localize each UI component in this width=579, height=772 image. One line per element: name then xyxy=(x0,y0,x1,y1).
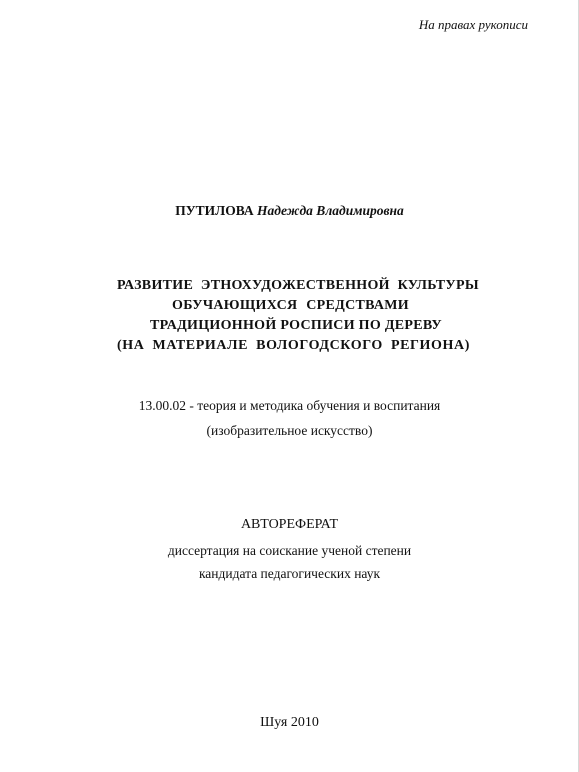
author-given-names: Надежда Владимировна xyxy=(257,203,404,218)
title-line-3: ТРАДИЦИОННОЙ РОСПИСИ ПО ДЕРЕВУ xyxy=(150,318,442,333)
title-line-2: ОБУЧАЮЩИХСЯ СРЕДСТВАМИ xyxy=(172,298,409,313)
specialty-subline: (изобразительное искусство) xyxy=(206,423,373,438)
degree-line-1: диссертация на соискание ученой степени xyxy=(167,543,412,558)
title-line-1: РАЗВИТИЕ ЭТНОХУДОЖЕСТВЕННОЙ КУЛЬТУРЫ xyxy=(117,278,479,293)
manuscript-marking: На правах рукописи xyxy=(418,17,528,32)
title-line-4: (НА МАТЕРИАЛЕ ВОЛОГОДСКОГО РЕГИОНА) xyxy=(117,338,470,353)
specialty-line: 13.00.02 - теория и методика обучения и воспитания xyxy=(138,398,441,413)
degree-line-2: кандидата педагогических наук xyxy=(198,566,381,581)
place-year: Шуя 2010 xyxy=(260,715,319,730)
author-name xyxy=(0,203,579,219)
author-surname: ПУТИЛОВА xyxy=(175,203,254,218)
document-type: АВТОРЕФЕРАТ xyxy=(240,517,339,532)
